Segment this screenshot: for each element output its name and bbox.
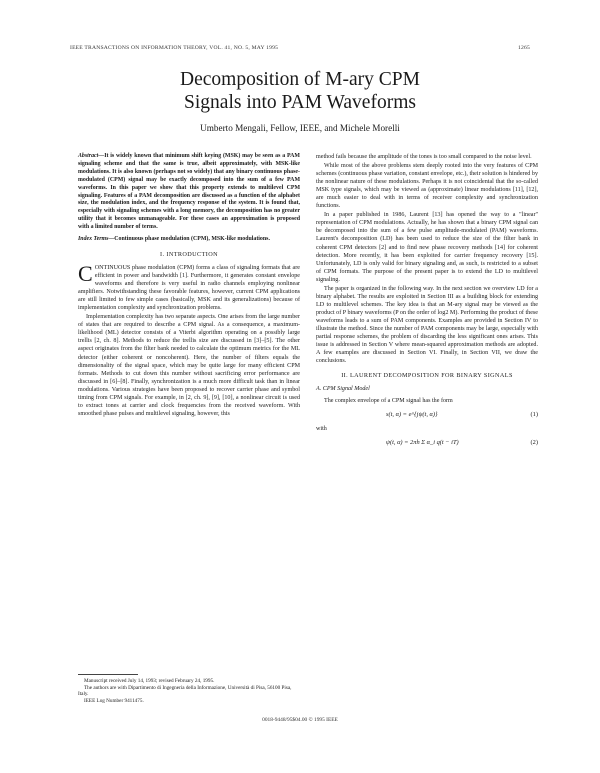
title-line-1: Decomposition of M-ary CPM — [180, 69, 420, 90]
author-line: Umberto Mengali, Fellow, IEEE, and Michele Morelli — [200, 123, 400, 133]
right-paragraph-4: The complex envelope of a CPM signal has the form — [324, 398, 453, 405]
intro-paragraph-1-text: ONTINUOUS phase modulation (CPM) forms a class of signaling formats that are efficient in power and bandwidth [1]. Furthermore, it generates constant envelope waveforms and therefore is very useful in radio channels employing nonlinear amplifiers. Notwithstanding these favorable features, however, current CPM applications are still limited to few simple cases (basically, MSK and its generalizations) because of implementation complexity and synchronization problems. — [78, 265, 300, 312]
right-paragraph-continued: method fails because the amplitude of the tones is too small compared to the noise level. — [316, 154, 532, 160]
equation-connector-with: with — [316, 426, 327, 433]
abstract-text: —It is widely known that minimum shift keying (MSK) may be seen as a PAM signaling scheme and that the same is true, albeit approximately, with MSK-like modulations. It is also known (perhaps not so widely) that any binary continuous phase-modulated (CPM) signal may be exactly decomposed into the sum of a few PAM waveforms. In this paper we show that this property extends to multilevel CPM signaling. Features of a PAM decomposition are discussed as a function of the alphabet size, the modulation index, and the frequency response of the system. It is found that, especially with signaling schemes with a long memory, the decomposition has no greater utility that it becomes unmanageable. For these cases an approximation is proposed with a limited number of terms. — [78, 153, 300, 231]
section-heading-laurent: II. LAURENT DECOMPOSITION FOR BINARY SIGNALS — [341, 372, 513, 380]
equation-1-body: s(t, α) = e^{jψ(t, α)} — [386, 411, 438, 419]
equation-2-number: (2) — [530, 439, 538, 447]
running-head-page-number: 1265 — [518, 45, 530, 51]
subsection-heading-signal-model: A. CPM Signal Model — [316, 386, 370, 393]
issn-copyright: 0018-9448/95$04.00 © 1995 IEEE — [262, 717, 338, 723]
index-terms-lead: Index Terms — [78, 236, 109, 243]
intro-paragraph-2: Implementation complexity has two separate aspects. One arises from the large number of states that are required to describe a CPM signal. As a consequence, a maximum-likelihood (ML) detector consists of a Viterbi algorithm operating on a possibly large trellis [2, ch. 8]. Methods to reduce the trellis size are discussed in [3]–[5]. The other aspect originates from the filter bank needed to calculate the optimum metrics for the ML detector (either coherent or noncoherent). Here, the number of filters equals the dimensionality of the signal space, which may be quite large for many efficient CPM formats. Methods to cut down this number without sacrificing error performance are discussed in [6]–[8]. Finally, synchronization is a much more difficult task than in linear modulations. Various strategies have been proposed to recover carrier phase and symbol timing from CPM signals. For example, in [2, ch. 9], [9], [10], a nonlinear circuit is used to extract tones at carrier and clock frequencies from the received waveform. With smoothed phase pulses and multilevel signaling, however, this — [78, 314, 300, 417]
footnote-log-number: IEEE Log Number 9411475. — [84, 697, 144, 704]
intro-paragraph-1 — [78, 261, 300, 312]
right-paragraph-3: The paper is organized in the following way. In the next section we overview LD for a binary alphabet. The results are exploited in Section III as a building block for extending LD to multilevel schemes. The key idea is that an M-ary signal may be viewed as the product of P binary waveforms (P on the order of log2 M). Performing the product of these waveforms leads to a sum of PAM components. Examples are provided in Section IV to illustrate the method. Since the number of PAM components may be large, especially with partial response schemes, the problem of discarding the less significant ones arises. This issue is addressed in Section V where mean-squared approximation methods are adopted. A few examples are discussed in Section VI. Finally, in Section VII, we draw the conclusions. — [316, 285, 538, 365]
equation-1 — [316, 411, 538, 419]
right-paragraph-1: While most of the above problems stem deeply rooted into the very features of CPM schemes (continuous phase variation, constant envelope, etc.), their solution is hindered by the nonlinear nature of these modulations. Perhaps it is not coincidental that the so-called MSK type signals, which may be viewed as (approximate) linear modulations [11], [12], are much easier to deal with in terms of receiver complexity and synchronization functions. — [316, 163, 538, 210]
footnote — [78, 678, 300, 704]
right-paragraph-2: In a paper published in 1986, Laurent [13] has opened the way to a "linear" representation of CPM modulations. Actually, he has shown that a binary CPM signal can be decomposed into the sum of a few pulse amplitude-modulated (PAM) waveforms. Laurent's decomposition (LD) has been used to reduce the size of the filter bank in coherent CPM detectors [2] and to find new phase recovery methods [14] for coherent detection. More recently, it has been exploited for carrier frequency recovery [15]. Unfortunately, LD is only valid for binary signaling and, as such, is restricted to a subset of CPM formats. The purpose of the present paper is to extend the LD to multilevel signaling. — [316, 212, 538, 283]
index-terms — [78, 236, 300, 244]
paper-title — [0, 68, 600, 114]
footnote-received: Manuscript received July 14, 1993; revised February 24, 1995. — [84, 678, 215, 684]
equation-2 — [316, 439, 538, 447]
abstract — [78, 153, 300, 232]
abstract-lead: Abstract — [78, 153, 99, 159]
drop-cap: C — [78, 261, 93, 287]
running-head — [70, 45, 530, 51]
left-column — [78, 153, 300, 419]
running-head-journal: IEEE TRANSACTIONS ON INFORMATION THEORY, VOL. 41, NO. 5, MAY 1995 — [70, 45, 279, 51]
section-heading-introduction: I. INTRODUCTION — [160, 250, 218, 258]
equation-1-number: (1) — [530, 411, 538, 419]
footnote-affiliation: The authors are with Dipartimento di Ingegneria della Informazione, Università di Pisa, 56100 Pisa, Italy. — [78, 684, 292, 698]
right-column — [316, 153, 538, 454]
index-terms-text: —Continuous phase modulation (CPM), MSK-like modulations. — [108, 236, 270, 243]
equation-2-body: ψ(t, α) = 2πh Σ α_i q(t − iT) — [386, 439, 459, 447]
footnote-divider — [78, 674, 138, 675]
title-line-2: Signals into PAM Waveforms — [184, 92, 416, 113]
